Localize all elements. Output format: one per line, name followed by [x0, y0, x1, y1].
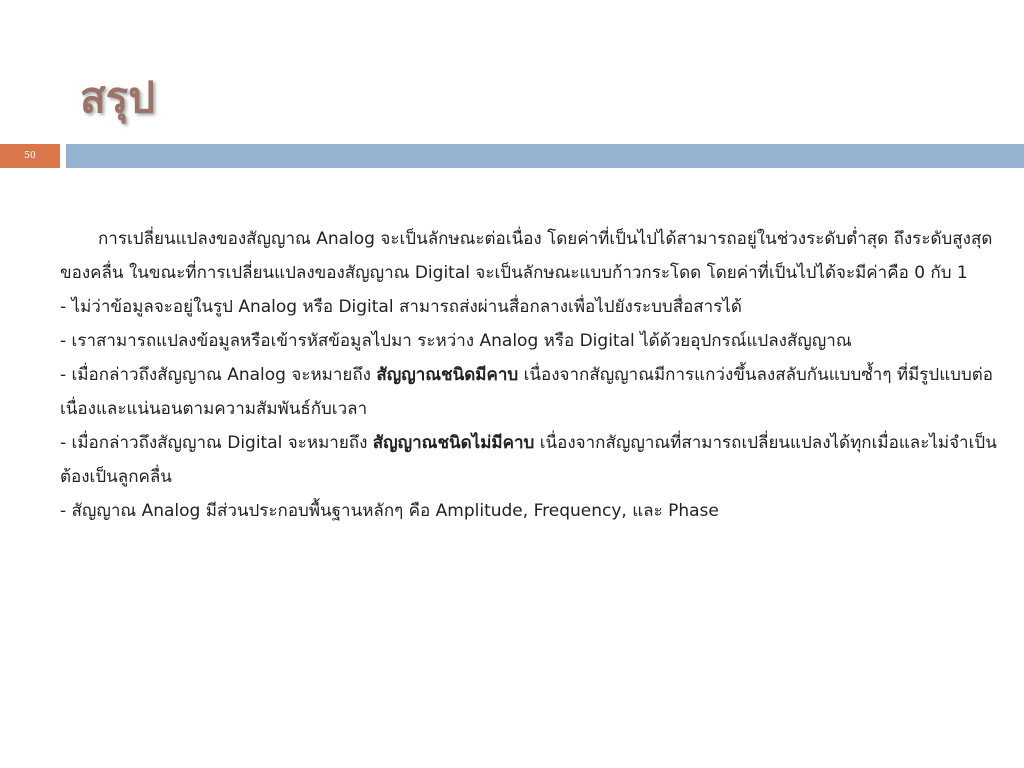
bullet-point-5: - สัญญาณ Analog มีส่วนประกอบพื้นฐานหลักๆ คือ Amplitude, Frequency, และ Phase — [60, 501, 719, 521]
slide-title: สรุป — [80, 73, 155, 122]
bullet-point-4 — [60, 426, 1015, 494]
bullet-point-4-prefix: - เมื่อกล่าวถึงสัญญาณ Digital จะหมายถึง — [60, 433, 373, 453]
bullet-point-4-suffix: เนื่องจากสัญญาณที่สามารถเปลี่ยนแปลงได้ทุกเมื่อและไม่จำเป็นต้องเป็นลูกคลื่น — [60, 433, 997, 487]
title-divider-bar — [66, 144, 1024, 168]
intro-paragraph: การเปลี่ยนแปลงของสัญญาณ Analog จะเป็นลักษณะต่อเนื่อง โดยค่าที่เป็นไปได้สามารถอยู่ในช่วงระดับต่ำสุด ถึงระดับสูงสุดของคลื่น ในขณะที่การเปลี่ยนแปลงของสัญญาณ Digital จะเป็นลักษณะแบบก้าวกระโดด โดยค่าที่เป็นไปได้จะมีค่าคือ 0 กับ 1 — [60, 229, 993, 283]
slide-body — [60, 222, 1015, 528]
slide-number: 50 — [0, 144, 60, 168]
bullet-point-3-prefix: - เมื่อกล่าวถึงสัญญาณ Analog จะหมายถึง — [60, 365, 377, 385]
bullet-point-3-suffix: เนื่องจากสัญญาณมีการแกว่งขึ้นลงสลับกันแบบซ้ำๆ ที่มีรูปแบบต่อเนื่องและแน่นอนตามความสัมพันธ์กับเวลา — [60, 365, 993, 419]
bullet-point-4-emphasis: สัญญาณชนิดไม่มีคาบ — [372, 433, 535, 453]
bullet-point-1: - ไม่ว่าข้อมูลจะอยู่ในรูป Analog หรือ Digital สามารถส่งผ่านสื่อกลางเพื่อไปยังระบบสื่อสารได้ — [60, 297, 742, 317]
bullet-point-3-emphasis: สัญญาณชนิดมีคาบ — [376, 365, 519, 385]
bullet-point-2: - เราสามารถแปลงข้อมูลหรือเข้ารหัสข้อมูลไปมา ระหว่าง Analog หรือ Digital ได้ด้วยอุปกรณ์แปลงสัญญาณ — [60, 331, 852, 351]
bullet-point-3 — [60, 358, 1015, 426]
